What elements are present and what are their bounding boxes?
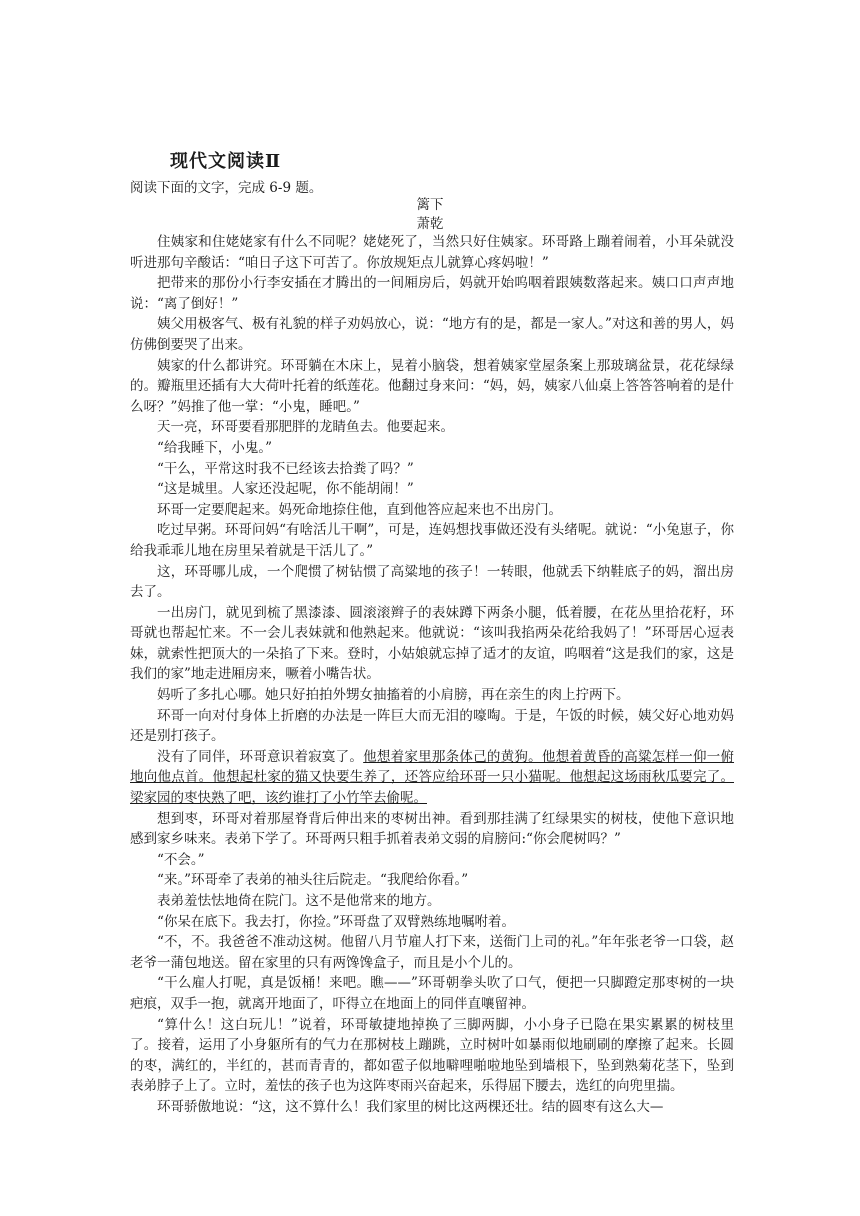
- paragraph-with-underline: [130, 747, 734, 809]
- paragraph: “这是城里。人家还没起呢，你不能胡闹！”: [157, 481, 414, 498]
- paragraph: 天一亮，环哥要看那肥胖的龙睛鱼去。他要起来。: [157, 419, 454, 436]
- paragraph: 环哥一定要爬起来。妈死命地捺住他，直到他答应起来也不出房门。: [157, 501, 562, 518]
- paragraph: “不，不。我爸爸不准动这树。他留八月节雇人打下来，送衙门上司的礼。”年年张老爷一口袋，赵老爷一蒲包地送。留在家里的只有两馋馋盒子，而且是小个儿的。: [130, 934, 734, 971]
- paragraph: 环哥一向对付身体上折磨的办法是一阵巨大而无泪的嚎啕。于是，午饭的时候，姨父好心地劝妈还是别打孩子。: [130, 707, 734, 745]
- instruction-text: 阅读下面的文字，完成 6-9 题。: [130, 180, 323, 196]
- paragraph: “给我睡下，小鬼。”: [157, 439, 273, 456]
- paragraph: “你呆在底下。我去打，你捡。”环哥盘了双臂熟练地嘱咐着。: [157, 913, 516, 930]
- paragraph: 把带来的那份小行李安插在才腾出的一间厢房后，妈就开始呜咽着跟姨数落起来。姨口口声声地说：“离了倒好！”: [130, 275, 734, 312]
- paragraph: 姨家的什么都讲究。环哥躺在木床上，晃着小脑袋，想着姨家堂屋条案上那玻璃盆景，花花绿绿的。瓣瓶里还插有大大荷叶托着的纸莲花。他翻过身来问：“妈，妈，姨家八仙桌上答答答响着的是什么呀？”妈推了他一掌：“小鬼，睡吧。”: [130, 357, 734, 415]
- paragraph-lead: 没有了同伴，环哥意识着寂寞了。: [157, 748, 364, 765]
- paragraph: “干么雇人打呢，真是饭桶！来吧。瞧——”环哥朝拳头吹了口气，便把一只脚蹬定那枣树的一块疤痕，双手一抱，就离开地面了，吓得立在地面上的同伴直嚷留神。: [130, 975, 734, 1012]
- section-heading: 现代文阅读Ⅱ: [170, 151, 282, 172]
- paragraph: “算什么！这白玩儿！”说着，环哥敏捷地掉换了三脚两脚，小小身子已隐在果实累累的树枝里了。接着，运用了小身躯所有的气力在那树枝上蹦跳，立时树叶如暴雨似地刷刷的摩擦了起来。长圆的枣，满红的，半红的，甚而青青的，都如雹子似地噼哩啪啦地坠到墙根下，坠到熟菊花茎下，坠到表弟脖子上了。立时，羞怯的孩子也为这阵枣雨兴奋起来，乐得屈下腰去，选红的向兜里揣。: [130, 1016, 734, 1095]
- paragraph: “干么，平常这时我不已经该去拾粪了吗？”: [157, 460, 414, 477]
- story-title: 篱下: [416, 197, 444, 213]
- paragraph: “来。”环哥牵了表弟的袖头往后院走。“我爬给你看。”: [157, 872, 469, 889]
- story-author: 萧乾: [416, 216, 444, 232]
- paragraph: 环哥骄傲地说：“这，这不算什么！我们家里的树比这两棵还壮。结的圆枣有这么大—: [157, 1098, 664, 1115]
- paragraph: 姨父用极客气、极有礼貌的样子劝妈放心，说：“地方有的是，都是一家人。”对这和善的男人，妈仿佛倒要哭了出来。: [130, 316, 734, 353]
- paragraph: 吃过早粥。环哥问妈“有啥活儿干啊”，可是，连妈想找事做还没有头绪呢。就说：“小兔崽子，你给我乖乖儿地在房里呆着就是干活儿了。”: [130, 522, 734, 559]
- underlined-passage: 他想着家里那条体己的黄狗。他想着黄昏的高粱怎样一仰一俯地向他点首。他想起杜家的猫又快要生养了，还答应给环哥一只小猫呢。他想起这场雨秋瓜要完了。梁家园的枣快熟了吧，该约谁打了小竹竿去偷呢。: [130, 748, 735, 807]
- story-body: [130, 232, 734, 1118]
- paragraph: “不会。”: [157, 851, 205, 868]
- paragraph: 一出房门，就见到梳了黑漆漆、圆滚滚辫子的表妹蹲下两条小腿，低着腰，在花丛里拾花籽，环哥就也帮起忙来。不一会儿表妹就和他熟起来。他就说：“该叫我掐两朵花给我妈了！”环哥居心逗表妹，就索性把顶大的一朵掐了下来。登时，小姑娘就忘掉了适才的友谊，呜咽着“这是我们的家，这是我们的家”地走进厢房来，噘着小嘴告状。: [130, 604, 734, 683]
- paragraph: 表弟羞怯怯地倚在院门。这不是他常来的地方。: [157, 893, 441, 909]
- paragraph: 这，环哥哪儿成，一个爬惯了树钻惯了高粱地的孩子！一转眼，他就丢下纳鞋底子的妈，溜出房去了。: [130, 563, 734, 601]
- paragraph: 妈听了多扎心哪。她只好拍拍外甥女抽搐着的小肩膀，再在亲生的肉上拧两下。: [157, 687, 630, 704]
- paragraph: 住姨家和住姥姥家有什么不同呢？姥姥死了，当然只好住姨家。环哥路上蹦着闹着，小耳朵就没听进那句辛酸话：“咱日子这下可苦了。你放规矩点儿就算心疼妈啦！”: [130, 234, 734, 271]
- paragraph: 想到枣，环哥对着那屋脊背后伸出来的枣树出神。看到那挂满了红绿果实的树枝，使他下意识地感到家乡味来。表弟下学了。环哥两只粗手抓着表弟文弱的肩膀问:“你会爬树吗？”: [130, 810, 734, 848]
